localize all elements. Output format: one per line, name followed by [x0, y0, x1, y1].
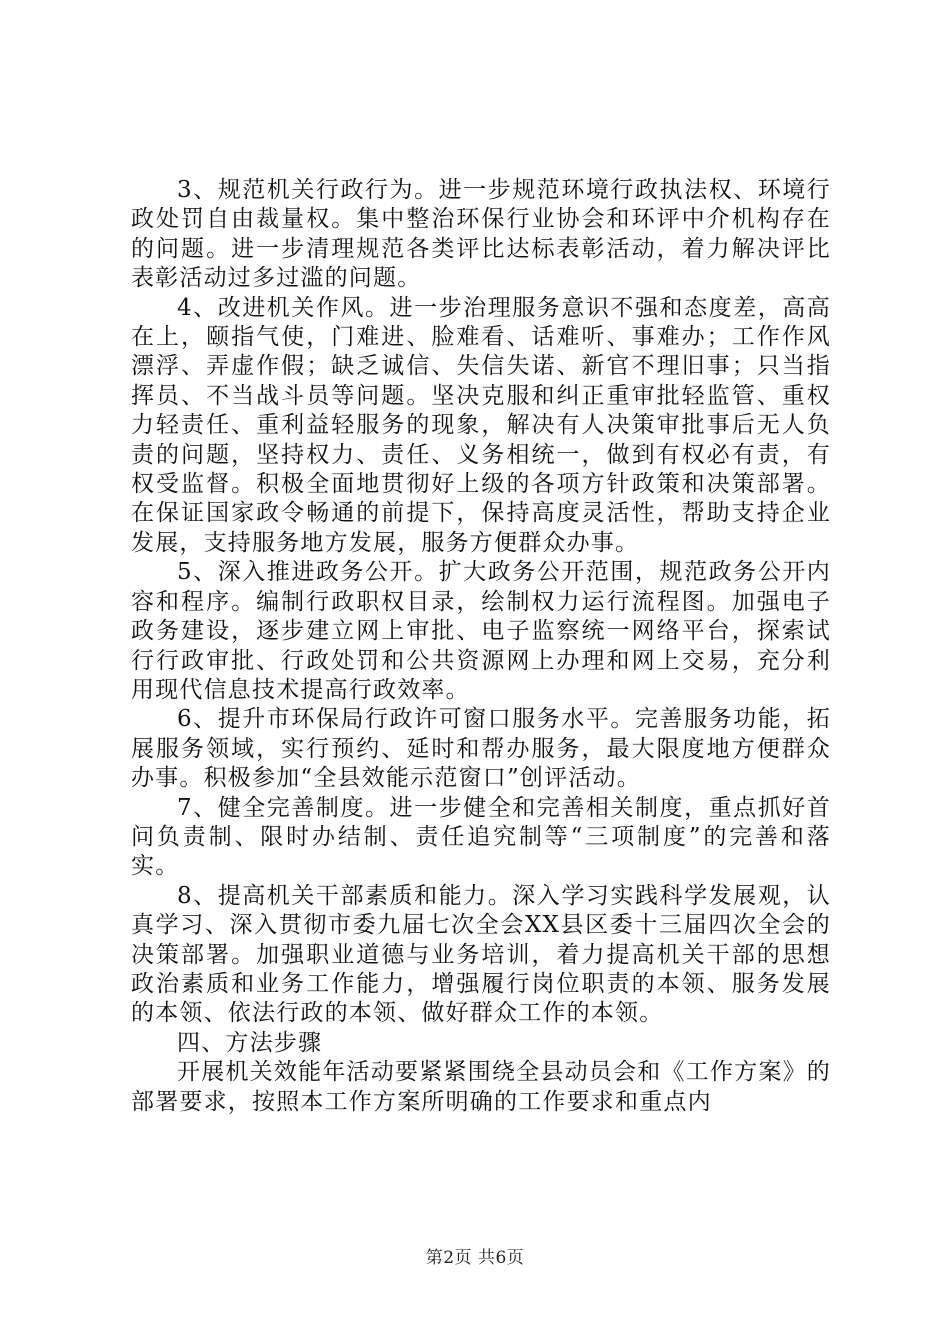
paragraph-item-7: 7、健全完善制度。进一步健全和完善相关制度，重点抓好首问负责制、限时办结制、责任追究制等“三项制度”的完善和落实。	[131, 794, 831, 880]
paragraph-item-8: 8、提高机关干部素质和能力。深入学习实践科学发展观，认真学习、深入贯彻市委九届七次全会XX县区委十三届四次全会的决策部署。加强职业道德与业务培训，着力提高机关干部的思想政治素质和业务工作能力，增强履行岗位职责的本领、服务发展的本领、依法行政的本领、做好群众工作的本领。	[131, 882, 831, 1027]
page-footer: 第2页 共6页	[425, 1248, 525, 1268]
document-body	[131, 176, 831, 1117]
paragraph-item-6: 6、提升市环保局行政许可窗口服务水平。完善服务功能，拓展服务领域，实行预约、延时和帮办服务，最大限度地方便群众办事。积极参加“全县效能示范窗口”创评活动。	[131, 706, 831, 792]
section-heading: 四、方法步骤	[177, 1029, 323, 1056]
paragraph-item-4: 4、改进机关作风。进一步治理服务意识不强和态度差，高高在上，颐指气使，门难进、脸难看、话难听、事难办；工作作风漂浮、弄虚作假；缺乏诚信、失信失诺、新官不理旧事；只当指挥员、不当战斗员等问题。坚决克服和纠正重审批轻监管、重权力轻责任、重利益轻服务的现象，解决有人决策审批事后无人负责的问题，坚持权力、责任、义务相统一，做到有权必有责，有权受监督。积极全面地贯彻好上级的各项方针政策和决策部署。在保证国家政令畅通的前提下，保持高度灵活性，帮助支持企业发展，支持服务地方发展，服务方便群众办事。	[131, 294, 831, 556]
paragraph-item-5: 5、深入推进政务公开。扩大政务公开范围，规范政务公开内容和程序。编制行政职权目录，绘制权力运行流程图。加强电子政务建设，逐步建立网上审批、电子监察统一网络平台，探索试行行政审批、行政处罚和公共资源网上办理和网上交易，充分利用现代信息技术提高行政效率。	[131, 559, 831, 703]
paragraph-methods: 开展机关效能年活动要紧紧围绕全县动员会和《工作方案》的部署要求，按照本工作方案所明确的工作要求和重点内	[131, 1059, 831, 1115]
paragraph-item-3: 3、规范机关行政行为。进一步规范环境行政执法权、环境行政处罚自由裁量权。集中整治环保行业协会和环评中介机构存在的问题。进一步清理规范各类评比达标表彰活动，着力解决评比表彰活动过多过滥的问题。	[131, 177, 831, 292]
